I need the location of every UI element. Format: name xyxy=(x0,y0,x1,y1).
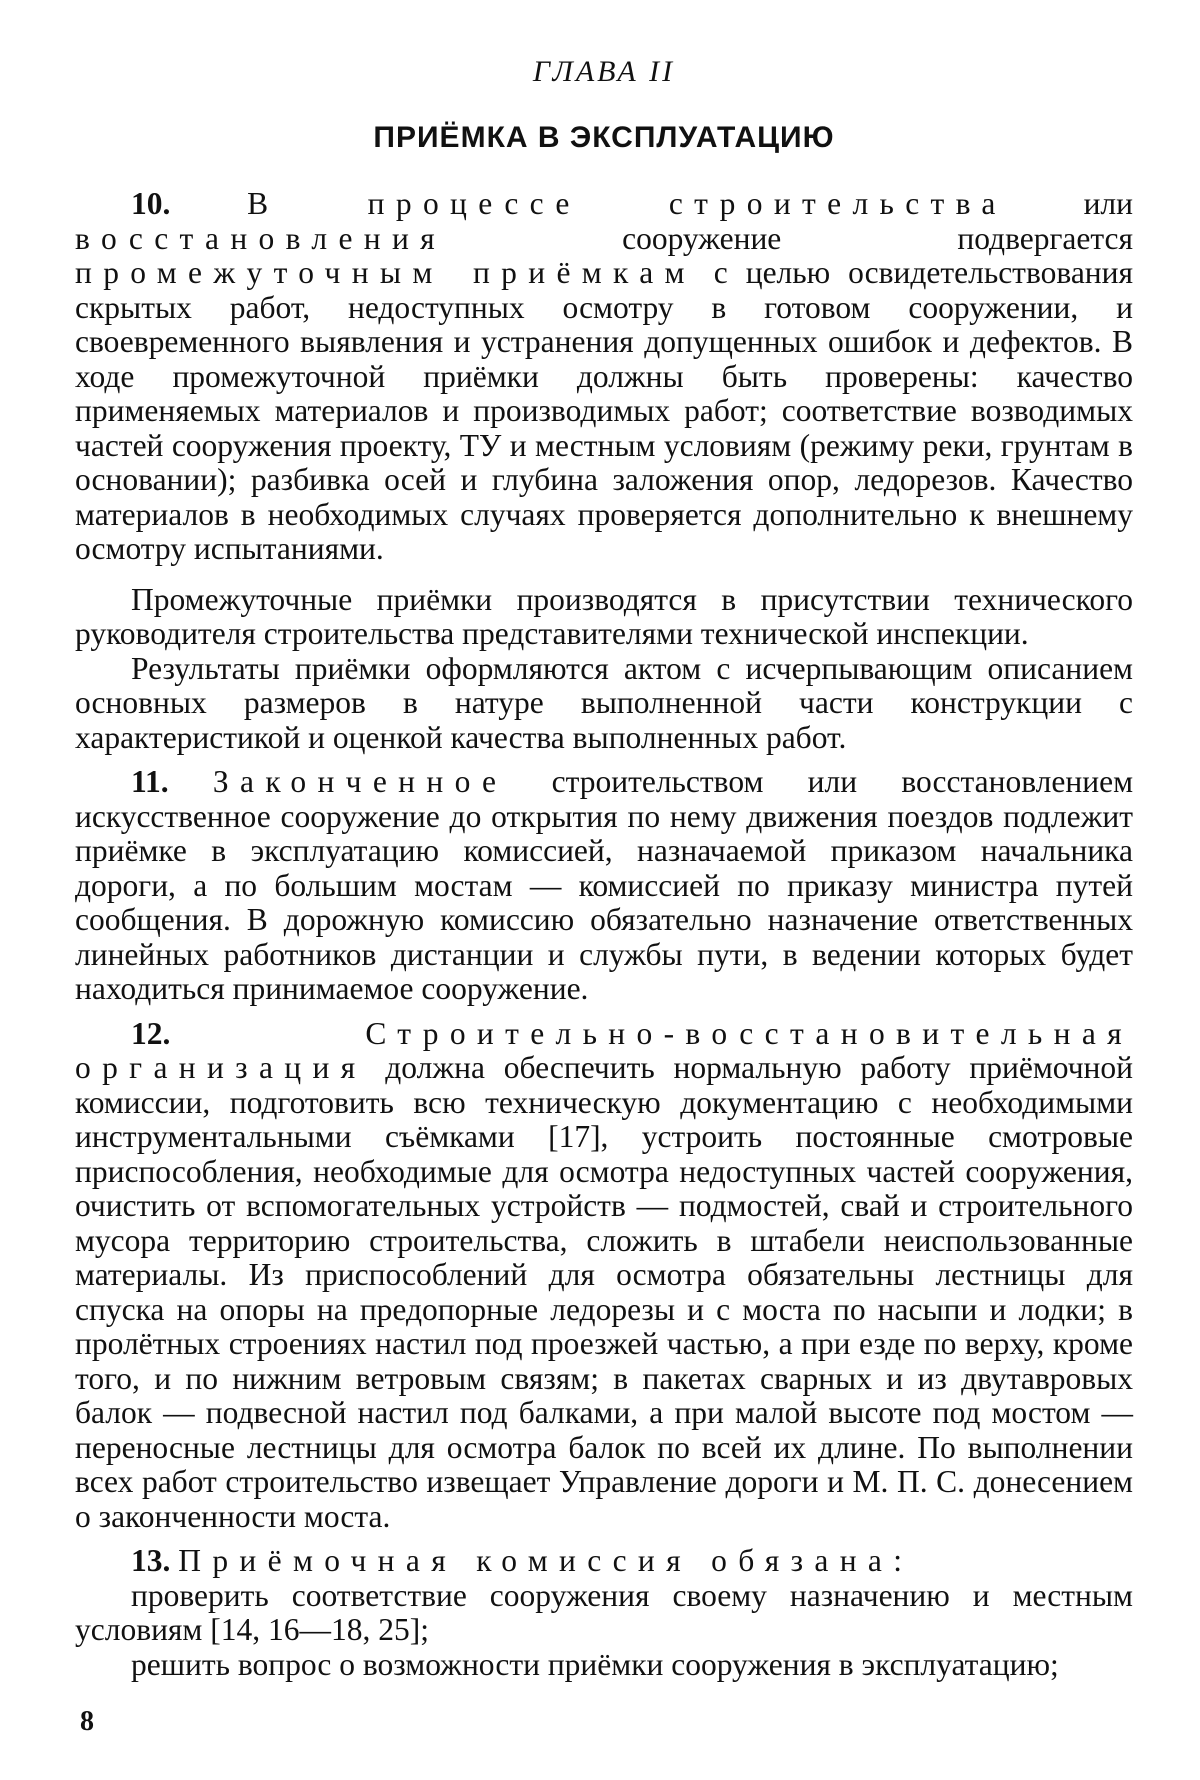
text-run: сооружение подвергается xyxy=(446,220,1133,256)
paragraph-13 xyxy=(75,1544,1133,1579)
paragraph-13-check: проверить соответствие сооружения своему назначению и местным условиям [14, 16—18, 25]; xyxy=(75,1577,1133,1647)
page-content xyxy=(75,55,1133,1682)
spaced-term: восстановления xyxy=(75,220,447,256)
paragraph-number: 13. xyxy=(131,1543,171,1578)
paragraph-10 xyxy=(75,187,1133,567)
spaced-term: промежуточным приёмкам xyxy=(75,255,696,290)
paragraph-number: 11. xyxy=(131,764,169,799)
text-run: должна обеспечить нормальную работу приёмочной комиссии, подготовить всю техническую документацию с необходимыми инструментальными съёмками [17], устроить постоянные смотровые приспособления, необходимые для осмотра недоступных частей сооружения, очистить от вспомогательных устройств — подмостей, свай и строительного мусора территорию строительства, сложить в штабели неиспользованные материалы. Из приспособлений для осмотра обязательны лестницы для спуска на опоры на предопорные ледорезы и с моста по насыпи и лодки; в пролётных строениях настил под проезжей частью, а при езде по верху, кроме того, и по нижним ветровым связям; в пакетах сварных и из двутавровых балок — подвесной настил под балками, а при малой высоте под мостом — переносные лестницы для осмотра балок по всей их длине. По выполнении всех работ строительство извещает Управление дороги и М. П. С. донесением о законченности моста. xyxy=(75,1050,1133,1534)
chapter-heading: ГЛАВА II xyxy=(532,55,676,88)
spaced-term: Приёмочная комиссия обязана: xyxy=(178,1543,914,1578)
spaced-term: Строительно-восстановительная организация xyxy=(75,1015,1133,1085)
page-number: 8 xyxy=(80,1706,94,1737)
paragraph-13-decide: решить вопрос о возможности приёмки сооружения в эксплуатацию; xyxy=(131,1646,1059,1682)
spaced-term: В процессе строительства xyxy=(247,186,1007,221)
paragraph-10-inspection: Промежуточные приёмки производятся в присутствии технического руководителя строительства представителями технической инспекции. xyxy=(75,581,1133,651)
text-run: или xyxy=(1006,186,1133,221)
paragraph-number: 10. xyxy=(131,186,171,221)
paragraph-10-results: Результаты приёмки оформляются актом с исчерпывающим описанием основных размеров в натуре выполненной части конструкции с характеристикой и оценкой качества выполненных работ. xyxy=(75,650,1133,755)
paragraph-11 xyxy=(75,765,1133,1007)
paragraph-12 xyxy=(75,1017,1133,1535)
text-run: с целью освидетельствования скрытых работ, недоступных осмотру в готовом сооружении, и своевременного выявления и устранения допущенных ошибок и дефектов. В ходе промежуточной приёмки должны быть проверены: качество применяемых материалов и производимых работ; соответствие возводимых частей сооружения проекту, ТУ и местным условиям (режиму реки, грунтам в основании); разбивка осей и глубина заложения опор, ледорезов. Качество материалов в необходимых случаях проверяется дополнительно к внешнему осмотру испытаниями. xyxy=(75,255,1133,566)
section-title: ПРИЁМКА В ЭКСПЛУАТАЦИЮ xyxy=(373,121,835,154)
text-run: строительством или восстановлением искусственное сооружение до открытия по нему движения поездов подлежит приёмке в эксплуатацию комиссией, назначаемой приказом начальника дороги, а по большим мостам — комиссией по приказу министра путей сообщения. В дорожную комиссию обязательно назначение ответственных линейных работников дистанции и службы пути, в ведении которых будет находиться принимаемое сооружение. xyxy=(75,764,1133,1006)
paragraph-number: 12. xyxy=(131,1015,171,1051)
spaced-term: Законченное xyxy=(212,764,508,799)
